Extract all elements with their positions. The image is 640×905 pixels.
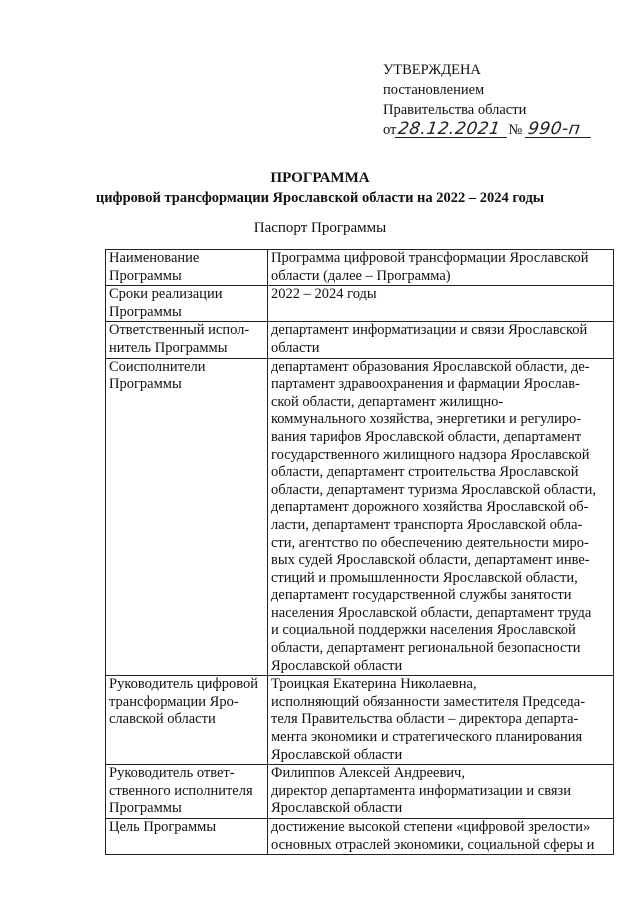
- table-row: [106, 322, 614, 358]
- row-value: Троицкая Екатерина Николаевна, исполняющий обязанности заместителя Председа- теля Правительства области – директора департа- мента экономики и стратегического планирования Ярославской области: [268, 676, 614, 765]
- table-row: [106, 765, 614, 819]
- program-subtitle: цифровой трансформации Ярославской области на 2022 – 2024 годы: [95, 190, 545, 206]
- row-label: Соисполнители Программы: [106, 358, 268, 676]
- number-prefix: №: [508, 122, 523, 138]
- table-row: [106, 819, 614, 855]
- table-row: [106, 358, 614, 676]
- row-value: департамент информатизации и связи Ярославской области: [268, 322, 614, 358]
- row-label: Ответственный испол- нитель Программы: [106, 322, 268, 358]
- row-label: Руководитель ответ- ственного исполнителя Программы: [106, 765, 268, 819]
- table-row: [106, 676, 614, 765]
- approval-line-government: Правительства области: [383, 102, 527, 118]
- row-label: Цель Программы: [106, 819, 268, 855]
- approval-stamp-block: [383, 60, 623, 140]
- approval-title: УТВЕРЖДЕНА: [383, 62, 481, 78]
- approval-date-number-line: [383, 120, 623, 140]
- row-label: Руководитель цифровой трансформации Яро- славской области: [106, 676, 268, 765]
- handwritten-date: 28.12.2021: [395, 121, 509, 138]
- row-value: достижение высокой степени «цифровой зрелости» основных отраслей экономики, социальной сферы и: [268, 819, 614, 855]
- table-row: [106, 250, 614, 286]
- row-value: 2022 – 2024 годы: [268, 286, 614, 322]
- row-value: департамент образования Ярославской области, де- партамент здравоохранения и фармации Ярослав- ской области, департамент жилищно- коммунального хозяйства, энергетики и регулиро- вания тарифов Ярославской области, департамент государственного жилищного надзора Ярославской области, департамент строительства Ярославской области, департамент туризма Ярославской области, департамент дорожного хозяйства Ярославской об- ласти, департамент транспорта Ярославской обла- сти, агентство по обеспечению деятельности миро- вых судей Ярославской области, департамент инве- стиций и промышленности Ярославской области, департамент государственной службы занятости населения Ярославской области, департамент труда и социальной поддержки населения Ярославской области, департамент региональной безопасности Ярославской области: [268, 358, 614, 676]
- table-row: [106, 286, 614, 322]
- passport-table: [105, 249, 614, 855]
- handwritten-number: 990-п: [525, 121, 593, 138]
- row-label: Сроки реализации Программы: [106, 286, 268, 322]
- program-title: ПРОГРАММА: [270, 170, 370, 186]
- approval-line-decree: постановлением: [383, 82, 485, 98]
- date-prefix: от: [383, 122, 397, 138]
- row-value: Филиппов Алексей Андреевич, директор департамента информатизации и связи Ярославской области: [268, 765, 614, 819]
- row-label: Наименование Программы: [106, 250, 268, 286]
- row-value: Программа цифровой трансформации Ярославской области (далее – Программа): [268, 250, 614, 286]
- passport-heading: Паспорт Программы: [253, 220, 387, 236]
